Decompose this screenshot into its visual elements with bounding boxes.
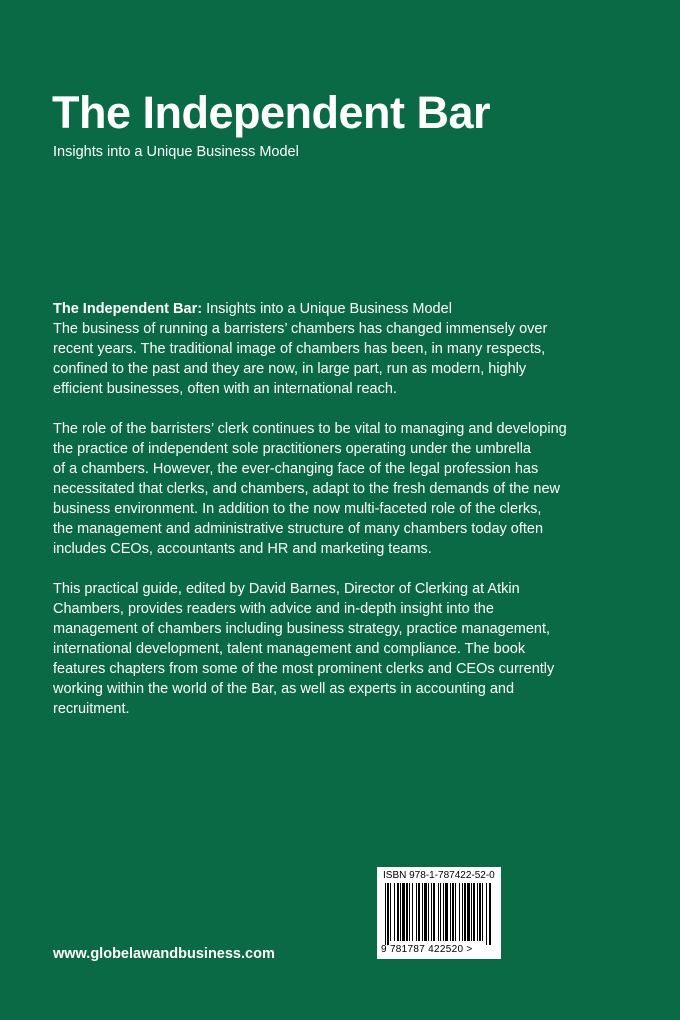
barcode-bar	[412, 883, 413, 941]
blurb-paragraph-1	[53, 319, 548, 399]
barcode-bar	[443, 883, 444, 941]
blurb-lead-bold: The Independent Bar:	[53, 301, 203, 317]
barcode-bar	[416, 883, 417, 941]
barcode-digits: 9 781787 422520 >	[381, 944, 473, 955]
blurb-lead-rest: Insights into a Unique Business Model	[202, 301, 452, 317]
barcode-bar	[473, 883, 475, 941]
text-line: The role of the barristers’ clerk continues to be vital to managing and developing	[53, 421, 567, 437]
barcode-bar	[459, 883, 460, 941]
isbn-barcode	[377, 867, 501, 959]
barcode-bar	[445, 883, 448, 941]
text-line: recent years. The traditional image of chambers has been, in many respects,	[53, 341, 546, 357]
barcode-bar	[433, 883, 435, 941]
barcode-bar	[438, 883, 439, 941]
barcode-bar	[452, 883, 454, 941]
barcode-bar	[422, 883, 423, 941]
barcode-bar	[479, 883, 481, 941]
barcode-bar	[424, 883, 427, 941]
text-line: confined to the past and they are now, in large part, run as modern, highly	[53, 361, 527, 377]
barcode-bar	[387, 883, 389, 945]
barcode-bar	[464, 883, 466, 941]
barcode-bar	[409, 883, 410, 941]
text-line: features chapters from some of the most prominent clerks and CEOs currently	[53, 661, 555, 677]
barcode-bar	[467, 883, 470, 941]
barcode-bar	[406, 883, 408, 941]
barcode-bar	[440, 883, 441, 941]
text-line: The business of running a barristers’ chambers has changed immensely over	[53, 321, 548, 337]
barcode-bar	[477, 883, 478, 941]
barcode-bar	[486, 883, 487, 945]
blurb-paragraph-3	[53, 579, 555, 719]
barcode-bar	[402, 883, 405, 941]
barcode-bar	[450, 883, 451, 941]
text-line: necessitated that clerks, and chambers, adapt to the fresh demands of the new	[53, 481, 560, 497]
barcode-bar	[489, 883, 491, 945]
text-line: Chambers, provides readers with advice and in-depth insight into the	[53, 601, 494, 617]
publisher-website: www.globelawandbusiness.com	[53, 946, 275, 962]
barcode-bar	[431, 883, 432, 941]
barcode-bar	[400, 883, 401, 941]
barcode-bar	[418, 883, 420, 941]
text-line: international development, talent management and compliance. The book	[53, 641, 526, 657]
book-title: The Independent Bar	[52, 87, 491, 138]
text-line: the management and administrative structure of many chambers today often	[53, 521, 544, 537]
barcode-bar	[397, 883, 399, 941]
barcode-bar	[462, 883, 463, 941]
book-subtitle: Insights into a Unique Business Model	[53, 144, 299, 160]
barcode-bar	[482, 883, 483, 941]
back-cover-blurb	[53, 299, 567, 739]
barcode-bar	[428, 883, 429, 941]
barcode-bar	[394, 883, 395, 941]
text-line: the practice of independent sole practitioners operating under the umbrella	[53, 441, 531, 457]
barcode-bar	[471, 883, 472, 941]
text-line: business environment. In addition to the now multi-faceted role of the clerks,	[53, 501, 542, 517]
blurb-paragraph-2	[53, 419, 567, 559]
barcode-bar	[390, 883, 391, 941]
text-line: management of chambers including business strategy, practice management,	[53, 621, 551, 637]
text-line: includes CEOs, accountants and HR and marketing teams.	[53, 541, 432, 557]
text-line: of a chambers. However, the ever-changing face of the legal profession has	[53, 461, 539, 477]
text-line: working within the world of the Bar, as well as experts in accounting and	[53, 681, 515, 697]
barcode-bar	[455, 883, 456, 941]
text-line: efficient businesses, often with an international reach.	[53, 381, 397, 397]
text-line: recruitment.	[53, 701, 130, 717]
barcode-bar	[385, 883, 386, 945]
isbn-label: ISBN 978-1-787422-52-0	[383, 870, 495, 881]
text-line: This practical guide, edited by David Barnes, Director of Clerking at Atkin	[53, 581, 520, 597]
blurb-lead	[53, 299, 533, 319]
